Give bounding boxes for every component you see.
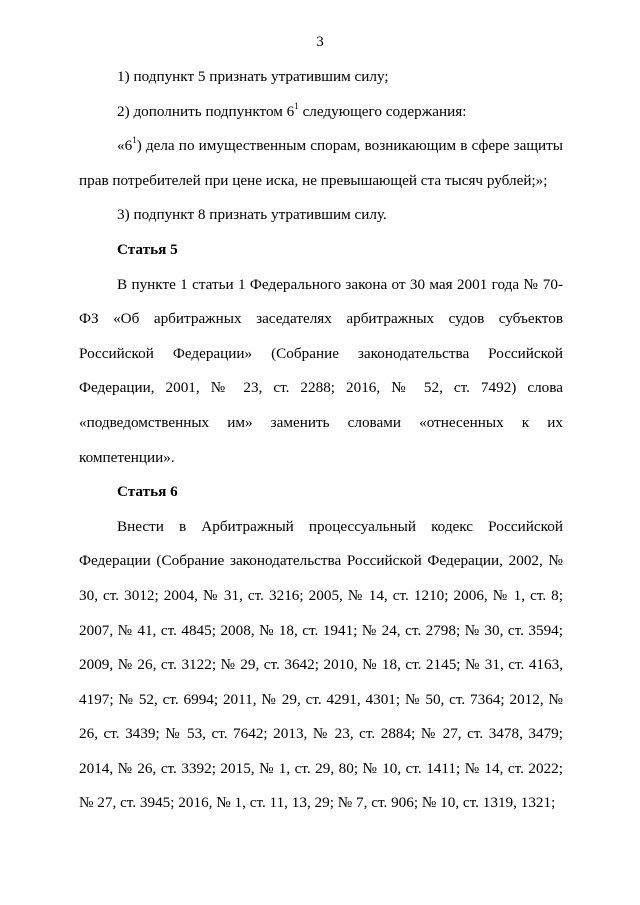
paragraph-subitem-3: 3) подпункт 8 признать утратившим силу. [117, 206, 387, 224]
article-5-heading: Статья 5 [117, 240, 178, 258]
superscript: 1 [294, 100, 299, 111]
paragraph-subitem-1: 1) подпункт 5 признать утратившим силу; [117, 68, 389, 85]
superscript: 1 [132, 135, 137, 146]
article-6-body: Внести в Арбитражный процессуальный кодекс Российской Федерации (Собрание законодательства Российской Федерации, 2002, № 30, ст. 3012; 2004, № 31, ст. 3216; 2005, № 14, ст. 1210; 2006, № 1, ст. 8; 2007, № 41, ст. 4845; 2008, № 18, ст. 1941; № 24, ст. 2798; № 30, ст. 3594; 2009, № 26, ст. 3122; № 29, ст. 3642; 2010, № 18, ст. 2145; № 31, ст. 4163, 4197; № 52, ст. 6994; 2011, № 29, ст. 4291, 4301; № 50, ст. 7364; 2012, № 26, ст. 3439; № 53, ст. 7642; 2013, № 23, ст. 2884; № 27, ст. 3478, 3479; 2014, № 26, ст. 3392; 2015, № 1, ст. 29, 80; № 10, ст. 1411; № 14, ст. 2022; № 27, ст. 3945; 2016, № 1, ст. 11, 13, 29; № 7, ст. 906; № 10, ст. 1319, 1321; [79, 517, 563, 812]
paragraph-new-subitem-6-1: «$6^1$) дела по имущественным спорам, возникающим в сфере защиты прав потребителей при цене иска, не превышающей ста тысяч рублей;»; [79, 135, 563, 189]
article-6-heading: Статья 6 [117, 483, 178, 501]
page-number: 3 [316, 34, 324, 50]
document-body [79, 60, 563, 821]
paragraph-subitem-2: 2) дополнить подпунктом $6^1$ следующего содержания: [117, 100, 467, 120]
article-5-body: В пункте 1 статьи 1 Федерального закона от 30 мая 2001 года № 70-ФЗ «Об арбитражных заседателях арбитражных судов субъектов Российской Федерации» (Собрание законодательства Российской Федерации, 2001, № 23, ст. 2288; 2016, № 52, ст. 7492) слова «подведомственных им» заменить словами «отнесенных к их компетенции». [79, 275, 563, 466]
